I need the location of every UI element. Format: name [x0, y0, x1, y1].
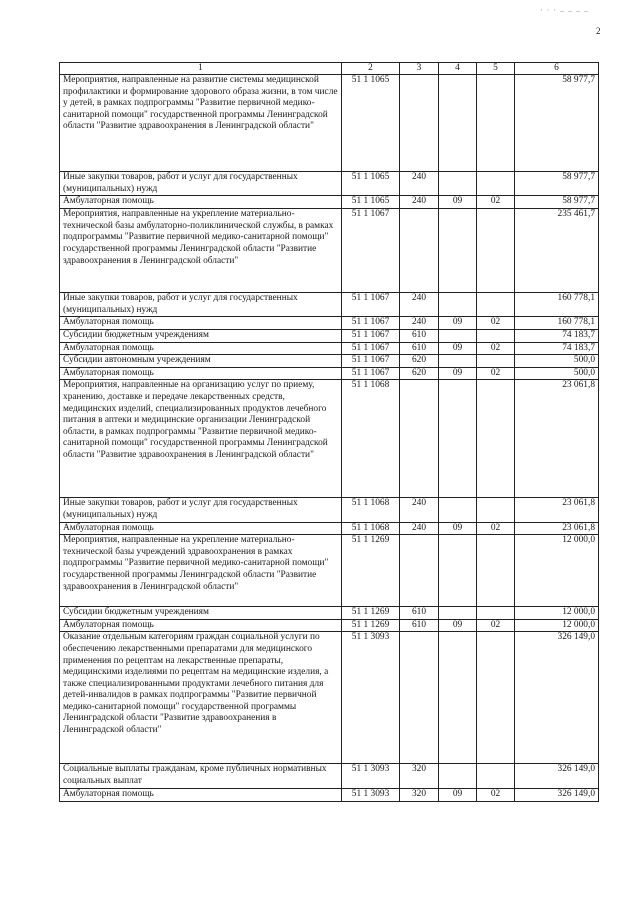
subsection-cell: 02 [477, 367, 515, 380]
column-header: 1 [60, 63, 342, 75]
amount-cell: 326 149,0 [515, 789, 599, 802]
amount-cell: 500,0 [515, 355, 599, 368]
row-name-cell: Амбулаторная помощь [60, 789, 342, 802]
subsection-cell [477, 498, 515, 522]
expense-type-cell: 610 [400, 329, 439, 342]
row-name-cell: Мероприятия, направленные на укрепление материально-технической базы амбулаторно-поликлинической службы, в рамках подпрограммы "Развитие первичной медико-санитарной помощи" государственной программы Ленинградской области "Развитие здравоохранения в Ленинградской области" [60, 209, 342, 293]
table-row [60, 342, 599, 355]
row-name-cell: Мероприятия, направленные на развитие системы медицинской профилактики и формирование здорового образа жизни, в том числе у детей, в рамках подпрограммы "Развитие первичной медико-санитарной помощи" государственной программы Ленинградской области "Развитие здравоохранения в Ленинградской области" [60, 75, 342, 172]
target-code-cell: 51 1 1068 [342, 498, 400, 522]
section-cell [439, 329, 477, 342]
table-row [60, 789, 599, 802]
header-row [60, 63, 599, 75]
section-cell: 09 [439, 367, 477, 380]
target-code-cell: 51 1 1269 [342, 619, 400, 632]
row-name-cell: Субсидии бюджетным учреждениям [60, 329, 342, 342]
amount-cell: 58 977,7 [515, 196, 599, 209]
subsection-cell: 02 [477, 317, 515, 330]
subsection-cell [477, 535, 515, 607]
row-name-cell: Социальные выплаты гражданам, кроме публичных нормативных социальных выплат [60, 764, 342, 789]
target-code-cell: 51 1 1067 [342, 367, 400, 380]
table-row [60, 196, 599, 209]
column-header: 2 [342, 63, 400, 75]
subsection-cell: 02 [477, 522, 515, 535]
section-cell: 09 [439, 317, 477, 330]
target-code-cell: 51 1 1067 [342, 317, 400, 330]
subsection-cell [477, 380, 515, 498]
target-code-cell: 51 1 3093 [342, 632, 400, 764]
row-name-cell: Оказание отдельным категориям граждан социальной услуги по обеспечению лекарственными препаратами для медицинского применения по рецептам на лекарственные препараты, медицинскими изделиями по рецептам на медицинские изделия, а также специализированными продуктами лечебного питания для детей-инвалидов в рамках подпрограммы "Развитие первичной медико-санитарной помощи" государственной программы Ленинградской области "Развитие здравоохранения в Ленинградской области" [60, 632, 342, 764]
scan-marks: · · · – – – – [540, 6, 589, 15]
row-name-cell: Иные закупки товаров, работ и услуг для государственных (муниципальных) нужд [60, 498, 342, 522]
amount-cell: 23 061,8 [515, 498, 599, 522]
table-row [60, 607, 599, 620]
subsection-cell: 02 [477, 196, 515, 209]
expense-type-cell: 240 [400, 498, 439, 522]
amount-cell: 326 149,0 [515, 764, 599, 789]
expense-type-cell [400, 535, 439, 607]
target-code-cell: 51 1 1067 [342, 293, 400, 317]
expense-type-cell: 620 [400, 367, 439, 380]
row-name-cell: Субсидии автономным учреждениям [60, 355, 342, 368]
section-cell [439, 632, 477, 764]
amount-cell: 74 183,7 [515, 342, 599, 355]
expense-type-cell: 620 [400, 355, 439, 368]
target-code-cell: 51 1 1065 [342, 172, 400, 196]
table-row [60, 498, 599, 522]
target-code-cell: 51 1 1068 [342, 380, 400, 498]
subsection-cell [477, 172, 515, 196]
target-code-cell: 51 1 1065 [342, 75, 400, 172]
table-row [60, 293, 599, 317]
table-row [60, 329, 599, 342]
expense-type-cell: 240 [400, 293, 439, 317]
target-code-cell: 51 1 1269 [342, 607, 400, 620]
table-row [60, 355, 599, 368]
subsection-cell [477, 75, 515, 172]
subsection-cell [477, 355, 515, 368]
column-header: 3 [400, 63, 439, 75]
row-name-cell: Амбулаторная помощь [60, 342, 342, 355]
section-cell [439, 293, 477, 317]
amount-cell: 160 778,1 [515, 317, 599, 330]
amount-cell: 500,0 [515, 367, 599, 380]
table-row [60, 632, 599, 764]
expense-type-cell: 610 [400, 342, 439, 355]
subsection-cell: 02 [477, 619, 515, 632]
expense-type-cell: 320 [400, 789, 439, 802]
expense-type-cell: 240 [400, 172, 439, 196]
amount-cell: 12 000,0 [515, 619, 599, 632]
table-row [60, 535, 599, 607]
section-cell: 09 [439, 196, 477, 209]
table-row [60, 75, 599, 172]
subsection-cell [477, 632, 515, 764]
expense-type-cell [400, 209, 439, 293]
expense-type-cell: 610 [400, 607, 439, 620]
target-code-cell: 51 1 1067 [342, 342, 400, 355]
target-code-cell: 51 1 1067 [342, 355, 400, 368]
section-cell [439, 498, 477, 522]
page-number: 2 [596, 26, 601, 36]
expense-type-cell [400, 380, 439, 498]
row-name-cell: Амбулаторная помощь [60, 317, 342, 330]
expense-type-cell: 320 [400, 764, 439, 789]
amount-cell: 12 000,0 [515, 607, 599, 620]
section-cell [439, 75, 477, 172]
expense-type-cell: 240 [400, 317, 439, 330]
table-row [60, 380, 599, 498]
subsection-cell: 02 [477, 789, 515, 802]
table-row [60, 317, 599, 330]
table-row [60, 209, 599, 293]
amount-cell: 326 149,0 [515, 632, 599, 764]
subsection-cell [477, 607, 515, 620]
expense-type-cell: 240 [400, 522, 439, 535]
subsection-cell: 02 [477, 342, 515, 355]
row-name-cell: Амбулаторная помощь [60, 196, 342, 209]
section-cell: 09 [439, 619, 477, 632]
section-cell: 09 [439, 522, 477, 535]
budget-table [59, 62, 599, 802]
target-code-cell: 51 1 1068 [342, 522, 400, 535]
amount-cell: 58 977,7 [515, 75, 599, 172]
section-cell [439, 535, 477, 607]
table-row [60, 172, 599, 196]
row-name-cell: Иные закупки товаров, работ и услуг для государственных (муниципальных) нужд [60, 172, 342, 196]
section-cell [439, 209, 477, 293]
table-row [60, 522, 599, 535]
section-cell [439, 764, 477, 789]
target-code-cell: 51 1 1065 [342, 196, 400, 209]
table-row [60, 764, 599, 789]
row-name-cell: Амбулаторная помощь [60, 619, 342, 632]
amount-cell: 74 183,7 [515, 329, 599, 342]
table-row [60, 367, 599, 380]
column-header: 6 [515, 63, 599, 75]
subsection-cell [477, 764, 515, 789]
expense-type-cell [400, 75, 439, 172]
column-header: 4 [439, 63, 477, 75]
row-name-cell: Амбулаторная помощь [60, 522, 342, 535]
subsection-cell [477, 293, 515, 317]
table-body [60, 75, 599, 802]
target-code-cell: 51 1 1269 [342, 535, 400, 607]
row-name-cell: Мероприятия, направленные на укрепление материально-технической базы учреждений здравоохранения в рамках подпрограммы "Развитие первичной медико-санитарной помощи" государственной программы Ленинградской области "Развитие здравоохранения в Ленинградской области" [60, 535, 342, 607]
section-cell: 09 [439, 789, 477, 802]
target-code-cell: 51 1 1067 [342, 329, 400, 342]
expense-type-cell: 240 [400, 196, 439, 209]
amount-cell: 235 461,7 [515, 209, 599, 293]
row-name-cell: Иные закупки товаров, работ и услуг для государственных (муниципальных) нужд [60, 293, 342, 317]
row-name-cell: Амбулаторная помощь [60, 367, 342, 380]
subsection-cell [477, 209, 515, 293]
row-name-cell: Субсидии бюджетным учреждениям [60, 607, 342, 620]
expense-type-cell [400, 632, 439, 764]
section-cell: 09 [439, 342, 477, 355]
section-cell [439, 355, 477, 368]
amount-cell: 23 061,8 [515, 522, 599, 535]
amount-cell: 23 061,8 [515, 380, 599, 498]
amount-cell: 58 977,7 [515, 172, 599, 196]
amount-cell: 12 000,0 [515, 535, 599, 607]
target-code-cell: 51 1 3093 [342, 789, 400, 802]
expense-type-cell: 610 [400, 619, 439, 632]
section-cell [439, 172, 477, 196]
row-name-cell: Мероприятия, направленные на организацию услуг по приему, хранению, доставке и передаче лекарственных средств, медицинских изделий, специализированных продуктов лечебного питания в аптеки и медицинские организации Ленинградской области, в рамках подпрограммы "Развитие первичной медико-санитарной помощи" государственной программы Ленинградской области "Развитие здравоохранения в Ленинградской области" [60, 380, 342, 498]
target-code-cell: 51 1 3093 [342, 764, 400, 789]
amount-cell: 160 778,1 [515, 293, 599, 317]
section-cell [439, 380, 477, 498]
section-cell [439, 607, 477, 620]
table-row [60, 619, 599, 632]
column-header: 5 [477, 63, 515, 75]
target-code-cell: 51 1 1067 [342, 209, 400, 293]
subsection-cell [477, 329, 515, 342]
